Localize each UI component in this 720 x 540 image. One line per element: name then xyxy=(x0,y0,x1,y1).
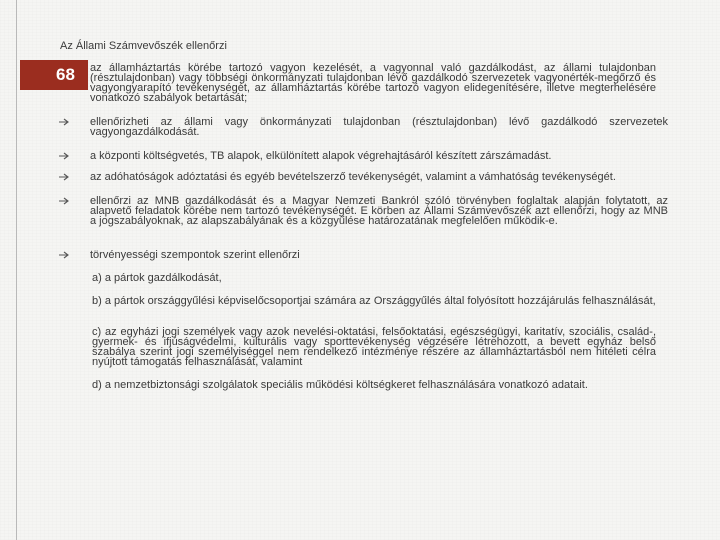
sub-item-b: b) a pártok országgyűlési képviselőcsoportjai számára az Országgyűlés által folyósított hozzájárulás felhasználását, xyxy=(92,295,656,307)
bullet-text: törvényességi szempontok szerint ellenőrzi xyxy=(90,249,300,261)
sub-item-c: c) az egyházi jogi személyek vagy azok nevelési-oktatási, felsőoktatási, egészségügyi, karitatív, szociális, család-, gyermek- és ifjúságvédelmi, kulturális vagy sporttevékenység végzésére létrehozott, a bevett egyház belső szabálya szerint jogi személyiséggel nem rendelkező intézménye részére az államháztartásból nem hitéleti célra nyújtott támogatás felhasználását, valamint xyxy=(92,326,656,368)
bullet-text: a központi költségvetés, TB alapok, elkülönített alapok végrehajtásáról készített zárszámadást. xyxy=(90,150,552,162)
arrow-bullet-icon xyxy=(58,151,70,161)
arrow-bullet-icon xyxy=(58,117,70,127)
bullet-text: ellenőrizheti az állami vagy önkormányzati tulajdonban (résztulajdonban) lévő gazdálkodó szervezetek vagyongazdálkodását. xyxy=(90,116,668,138)
arrow-bullet-icon xyxy=(58,196,70,206)
bullet-text: az adóhatóságok adóztatási és egyéb bevételszerző tevékenységét, valamint a vámhatóság tevékenységét. xyxy=(90,171,616,183)
intro-paragraph: az államháztartás körébe tartozó vagyon kezelését, a vagyonnal való gazdálkodást, az állami tulajdonban (résztulajdonban) vagy többségi önkormányzati tulajdonban lévő gazdálkodó szervezetek vagyonérték-megőrző és vagyongyarapító tevékenységét, az államháztartás körébe tartozó vagyon elidegenítésére, illetve megterhelésére vonatkozó szabályok betartását; xyxy=(90,62,656,104)
page-number: 68 xyxy=(56,65,75,84)
left-margin-rule xyxy=(16,0,17,540)
sub-item-a: a) a pártok gazdálkodását, xyxy=(92,272,222,284)
slide-header: Az Állami Számvevőszék ellenőrzi xyxy=(60,40,227,52)
bullet-text: ellenőrzi az MNB gazdálkodását és a Magyar Nemzeti Bankról szóló törvényben foglaltak alapján folytatott, az alapvető feladatok körébe nem tartozó tevékenységét. E körben az Állami Számvevőszék azt ellenőrzi, hogy az MNB a jogszabályoknak, az alapszabályának és a közgyűlése határozatának megfelelően működik-e. xyxy=(90,195,668,227)
page-number-tab xyxy=(20,60,88,90)
sub-item-d: d) a nemzetbiztonsági szolgálatok speciális működési költségkeret felhasználására vonatkozó adatait. xyxy=(92,379,588,391)
arrow-bullet-icon xyxy=(58,172,70,182)
arrow-bullet-icon xyxy=(58,250,70,260)
